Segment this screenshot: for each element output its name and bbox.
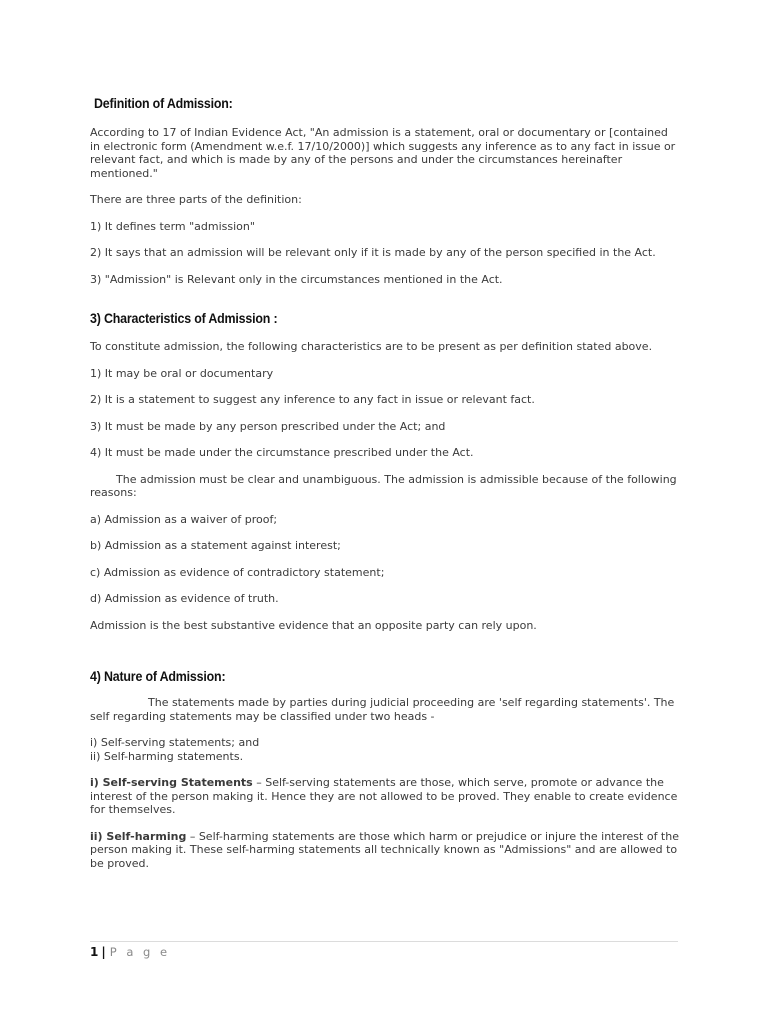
list-item: 2) It says that an admission will be relevant only if it is made by any of the person specified in the Act.: [90, 246, 656, 259]
term-self-serving: i) Self-serving Statements: [90, 776, 253, 789]
paragraph-self-serving: [90, 776, 680, 817]
list-item: 4) It must be made under the circumstance prescribed under the Act.: [90, 446, 474, 459]
heading-characteristics: 3) Characteristics of Admission :: [90, 311, 278, 326]
paragraph-definition: According to 17 of Indian Evidence Act, "An admission is a statement, oral or documentary or [contained in electronic form (Amendment w.e.f. 17/10/2000)] which suggests any inference as to any fact in issue or relevant fact, and which is made by any of the persons and under the circumstances hereinafter mentioned.": [90, 126, 676, 180]
heading-nature: 4) Nature of Admission:: [90, 669, 226, 684]
page-label: P a g e: [109, 945, 171, 959]
heading-definition: Definition of Admission:: [94, 96, 233, 111]
paragraph-three-parts: There are three parts of the definition:: [90, 193, 302, 206]
list-item: 3) "Admission" is Relevant only in the circumstances mentioned in the Act.: [90, 272, 503, 286]
paragraph-self-harming: [90, 830, 680, 871]
list-item: 2) It is a statement to suggest any inference to any fact in issue or relevant fact.: [90, 393, 535, 406]
list-item: i) Self-serving statements; and: [90, 736, 260, 749]
paragraph-characteristics-intro: To constitute admission, the following characteristics are to be present as per definition stated above.: [90, 340, 653, 353]
definition-self-serving: – Self-serving statements are those, which serve, promote or advance the interest of the person making it. Hence they are not allowed to be proved. They enable to create evidence for themselves.: [90, 776, 678, 816]
page-footer: [90, 945, 170, 959]
list-item: d) Admission as evidence of truth.: [90, 592, 279, 605]
list-item: b) Admission as a statement against interest;: [90, 539, 341, 552]
list-item: 1) It may be oral or documentary: [90, 366, 274, 380]
definition-self-harming: – Self-harming statements are those which harm or prejudice or injure the interest of the person making it. These self-harming statements all technically known as "Admissions" and are allowed to be proved.: [90, 829, 679, 870]
footer-divider: [90, 941, 678, 942]
footer-separator: |: [101, 945, 106, 959]
paragraph-reasons-intro: The admission must be clear and unambiguous. The admission is admissible because of the following reasons:: [90, 472, 677, 499]
list-item: a) Admission as a waiver of proof;: [90, 512, 278, 526]
term-self-harming: ii) Self-harming: [90, 829, 187, 843]
list-item: 3) It must be made by any person prescribed under the Act; and: [90, 419, 446, 433]
list-item: 1) It defines term "admission": [90, 219, 255, 233]
paragraph-closing: Admission is the best substantive evidence that an opposite party can rely upon.: [90, 618, 537, 632]
page-number: 1: [90, 945, 99, 959]
list-item: ii) Self-harming statements.: [90, 749, 244, 763]
paragraph-nature-intro: The statements made by parties during judicial proceeding are 'self regarding statements'. The self regarding statements may be classified under two heads -: [90, 696, 675, 723]
document-body: [90, 96, 680, 883]
list-item: c) Admission as evidence of contradictory statement;: [90, 565, 385, 579]
